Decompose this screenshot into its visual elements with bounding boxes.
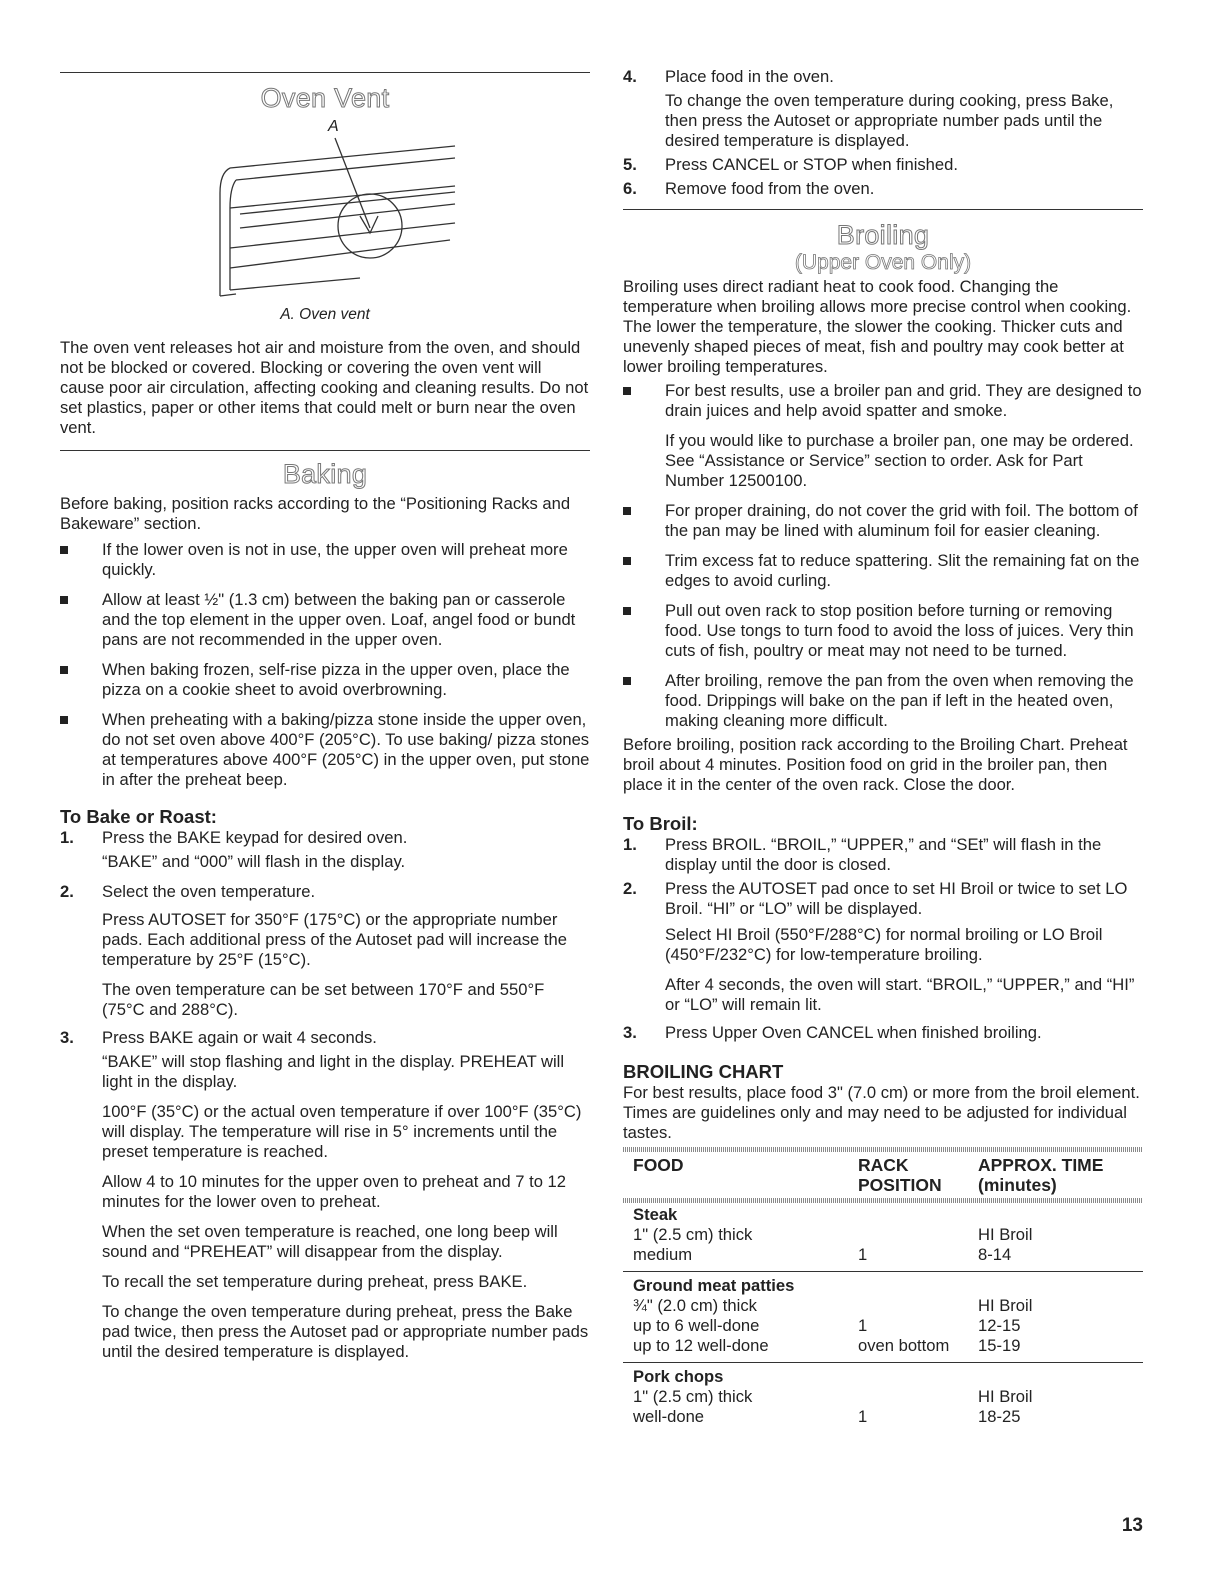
bake-heading: To Bake or Roast: (60, 806, 217, 827)
list-item: For proper draining, do not cover the grid with foil. The bottom of the pan may be lined with aluminum foil for easier cleaning. (623, 501, 1143, 541)
bake-steps-continued (623, 155, 1143, 199)
table-rule (623, 1198, 1143, 1203)
bullet-icon (623, 677, 631, 685)
broil-steps (623, 835, 1143, 919)
bake-steps (60, 882, 590, 902)
table-row: ¾" (2.0 cm) thick HI Broil (633, 1296, 1033, 1315)
baking-bullets (60, 540, 590, 790)
bullet-icon (623, 557, 631, 565)
step-item: 1. Press BROIL. “BROIL,” “UPPER,” and “SEt” will flash in the display until the door is closed. (623, 835, 1102, 874)
step-item: 2. Press the AUTOSET pad once to set HI Broil or twice to set LO Broil. “HI” or “LO” will be displayed. (623, 879, 1128, 918)
table-group-label: Pork chops (633, 1367, 724, 1386)
list-item: For best results, use a broiler pan and grid. They are designed to drain juices and help avoid spatter and smoke. (623, 381, 1143, 421)
broiling-bullets (623, 501, 1143, 731)
step-note: Select HI Broil (550°F/288°C) for normal broiling or LO Broil (450°F/232°C) for low-temperature broiling. (665, 925, 1103, 964)
bullet-note: If you would like to purchase a broiler pan, one may be ordered. See “Assistance or Service” section to order. Ask for Part Number 12500100. (665, 431, 1134, 490)
step-note: “BAKE” will stop flashing and light in the display. PREHEAT will light in the display. (102, 1052, 565, 1091)
step-note: To change the oven temperature during cooking, press Bake, then press the Autoset or appropriate number pads until the desired temperature is displayed. (665, 91, 1114, 150)
list-item: If the lower oven is not in use, the upper oven will preheat more quickly. (60, 540, 590, 580)
list-item: When baking frozen, self-rise pizza in the upper oven, place the pizza on a cookie sheet to avoid overbrowning. (60, 660, 590, 700)
step-item: 3. Press Upper Oven CANCEL when finished broiling. (623, 1023, 1042, 1042)
table-group-label: Ground meat patties (633, 1276, 795, 1295)
table-row: 1" (2.5 cm) thick HI Broil (633, 1225, 1033, 1244)
list-item: After broiling, remove the pan from the oven when removing the food. Drippings will bake on the pan if left in the heated oven, making cleaning more difficult. (623, 671, 1143, 731)
section-divider (623, 209, 1143, 210)
table-row: well-done 1 18-25 (633, 1407, 1021, 1426)
broil-heading: To Broil: (623, 813, 698, 834)
step-note: “BAKE” and “000” will flash in the display. (102, 852, 406, 871)
bullet-icon (623, 387, 631, 395)
oven-vent-title: Oven Vent (260, 83, 390, 113)
column-header-food: FOOD (633, 1155, 684, 1175)
step-note: To change the oven temperature during preheat, press the Bake pad twice, then press the Autoset pad or appropriate number pads until the desired temperature is displayed. (102, 1302, 589, 1361)
broiling-title: Broiling (836, 220, 930, 250)
broiling-chart-body (623, 1205, 1143, 1427)
table-row: 1" (2.5 cm) thick HI Broil (633, 1387, 1033, 1406)
list-item: Trim excess fat to reduce spattering. Slit the remaining fat on the edges to avoid curling. (623, 551, 1143, 591)
bullet-icon (60, 666, 68, 674)
step-note: When the set oven temperature is reached, one long beep will sound and “PREHEAT” will disappear from the display. (102, 1222, 558, 1261)
baking-intro: Before baking, position racks according to the “Positioning Racks and Bakeware” section. (60, 494, 571, 533)
broiling-bullets (623, 381, 1143, 421)
bake-steps (60, 1028, 590, 1048)
left-column (60, 0, 590, 1362)
step-item: 6. Remove food from the oven. (623, 179, 875, 198)
bullet-icon (623, 507, 631, 515)
step-note: The oven temperature can be set between 170°F and 550°F (75°C and 288°C). (102, 980, 545, 1019)
bullet-icon (60, 716, 68, 724)
figure-caption: A. Oven vent (280, 306, 370, 323)
bake-steps-continued (623, 67, 1143, 87)
bullet-icon (60, 596, 68, 604)
broiling-pre: Before broiling, position rack according to the Broiling Chart. Preheat broil about 4 minutes. Position food on grid in the broiler pan, then place it in the center of the oven rack. Close the door. (623, 735, 1128, 794)
step-note: To recall the set temperature during preheat, press BAKE. (102, 1272, 528, 1291)
bullet-icon (60, 546, 68, 554)
figure-label: A (328, 118, 339, 135)
bake-steps (60, 828, 590, 848)
table-row: up to 12 well-done oven bottom 15-19 (633, 1336, 1021, 1355)
table-header-row (623, 1155, 1143, 1195)
step-item: 5. Press CANCEL or STOP when finished. (623, 155, 958, 174)
oven-vent-illustration (60, 118, 590, 308)
step-note: Allow 4 to 10 minutes for the upper oven to preheat and 7 to 12 minutes for the lower oven to preheat. (102, 1172, 567, 1211)
broiling-chart-title: BROILING CHART (623, 1061, 784, 1082)
step-item: 3. Press BAKE again or wait 4 seconds. (60, 1028, 377, 1047)
oven-vent-figure (60, 118, 590, 308)
step-item: 1. Press the BAKE keypad for desired oven. (60, 828, 408, 847)
page-number: 13 (1121, 1515, 1143, 1536)
broil-steps (623, 1023, 1143, 1043)
baking-title: Baking (282, 459, 368, 489)
oven-vent-body: The oven vent releases hot air and moisture from the oven, and should not be blocked or covered. Blocking or covering the oven vent will cause poor air circulation, affecting cooking and cleaning results. Do not set plastics, paper or other items that could melt or burn near the oven vent. (60, 338, 589, 437)
bullet-icon (623, 607, 631, 615)
column-header-rack: RACK POSITION (858, 1155, 942, 1195)
right-column (623, 0, 1143, 1427)
list-item: Pull out oven rack to stop position before turning or removing food. Use tongs to turn food to avoid the loss of juices. Very thin cuts of fish, poultry or meat may not need to be turned. (623, 601, 1143, 661)
list-item: When preheating with a baking/pizza stone inside the upper oven, do not set oven above 400°F (205°C). To use baking/ pizza stones at temperatures above 400°F (205°C) in the upper oven, put stone in after the preheat beep. (60, 710, 590, 790)
broiling-chart-intro: For best results, place food 3" (7.0 cm) or more from the broil element. Times are guidelines only and may need to be adjusted for individual tastes. (623, 1083, 1140, 1142)
broiling-chart-table (623, 1155, 1143, 1195)
broiling-subtitle: (Upper Oven Only) (794, 251, 972, 274)
column-header-time: APPROX. TIME (minutes) (978, 1155, 1104, 1195)
step-item: 4. Place food in the oven. (623, 67, 834, 86)
step-note: Press AUTOSET for 350°F (175°C) or the appropriate number pads. Each additional press of the Autoset pad will increase the temperature by 25°F (15°C). (102, 910, 567, 969)
list-item: Allow at least ½" (1.3 cm) between the baking pan or casserole and the top element in the upper oven. Loaf, angel food or bundt pans are not recommended in the upper oven. (60, 590, 590, 650)
step-note: After 4 seconds, the oven will start. “BROIL,” “UPPER,” and “HI” or “LO” will remain lit. (665, 975, 1135, 1014)
table-group-label: Steak (633, 1205, 678, 1224)
section-divider (60, 72, 590, 73)
section-divider (60, 450, 590, 451)
step-item: 2. Select the oven temperature. (60, 882, 316, 901)
table-row: medium 1 8-14 (633, 1245, 1012, 1264)
table-rule (623, 1147, 1143, 1152)
step-note: 100°F (35°C) or the actual oven temperature if over 100°F (35°C) will display. The temperature will rise in 5° increments until the preset temperature is reached. (102, 1102, 582, 1161)
table-row: up to 6 well-done 1 12-15 (633, 1316, 1021, 1335)
broiling-intro: Broiling uses direct radiant heat to cook food. Changing the temperature when broiling allows more precise control when cooking. The lower the temperature, the slower the cooking. Thicker cuts and unevenly shaped pieces of meat, fish and poultry may cook better at lower broiling temperatures. (623, 277, 1132, 376)
